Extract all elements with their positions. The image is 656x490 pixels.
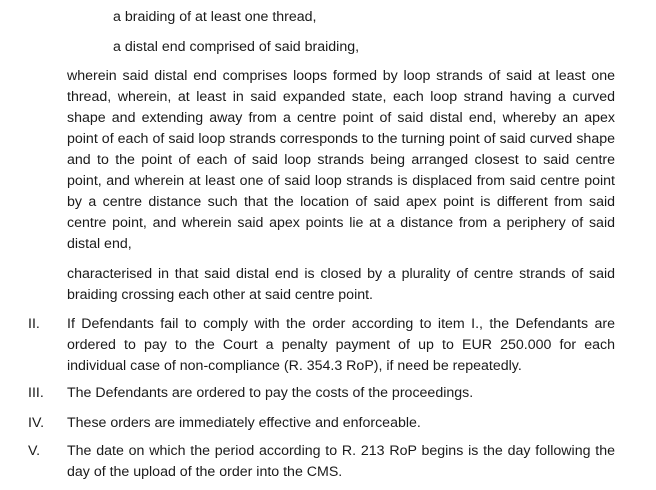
item-text: The Defendants are ordered to pay the costs of the proceedings. bbox=[67, 385, 474, 401]
item-text: These orders are immediately effective and enforceable. bbox=[67, 415, 421, 431]
item-text: If Defendants fail to comply with the order according to item I., the Defendants are ordered to pay to the Court a penalty payment of up to EUR 250.000 for each individual case of non-compliance (R. 354.3 RoP), if need be repeatedly. bbox=[67, 316, 615, 374]
item-number: II. bbox=[28, 316, 40, 332]
claim-characterised-paragraph: characterised in that said distal end is closed by a plurality of centre strands of said braiding crossing each other at said centre point. bbox=[67, 266, 615, 303]
item-number: IV. bbox=[28, 415, 45, 431]
item-number: III. bbox=[28, 385, 44, 401]
claim-feature-braiding: a braiding of at least one thread, bbox=[113, 9, 317, 25]
claim-feature-distal-end: a distal end comprised of said braiding, bbox=[113, 39, 360, 55]
claim-wherein-paragraph: wherein said distal end comprises loops formed by loop strands of said at least one thread, wherein, at least in said expanded state, each loop strand having a curved shape and extending away from a centre point of said distal end, whereby an apex point of each of said loop strands corresponds to the turning point of said curved shape and to the point of each of said loop strands being arranged closest to said centre point, and wherein at least one of said loop strands is displaced from said centre point by a centre distance such that the location of said apex point is different from said centre point, and wherein said apex points lie at a distance from a periphery of said distal end, bbox=[67, 68, 615, 252]
item-text: The date on which the period according to R. 213 RoP begins is the day following the day of the upload of the order into the CMS. bbox=[67, 443, 615, 480]
item-number: V. bbox=[28, 443, 41, 459]
